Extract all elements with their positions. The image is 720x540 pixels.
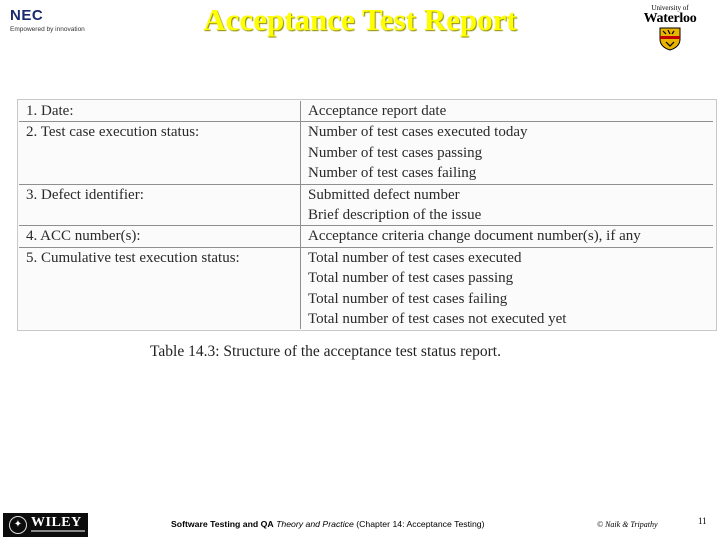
content-line: Number of test cases passing [308,144,483,161]
table-row [19,247,713,329]
field-cell: 5. Cumulative test execution status: [19,247,301,329]
wiley-emblem-icon: ✦ [9,516,27,534]
contents-cell [301,184,714,226]
content-line: Total number of test cases executed [308,249,522,266]
wiley-underline [31,530,85,532]
wiley-wordmark: WILEY [31,515,82,530]
field-cell: 2. Test case execution status: [19,122,301,184]
table-row [19,184,713,226]
waterloo-wordmark: Waterloo [643,11,697,26]
page-number: 11 [698,516,707,526]
table-caption: Table 14.3: Structure of the acceptance test status report. [150,343,501,360]
content-line: Brief description of the issue [308,207,482,224]
field-cell: 4. ACC number(s): [19,226,301,247]
content-line: Total number of test cases failing [308,290,508,307]
content-line: Submitted defect number [308,186,460,203]
field-cell: 1. Date: [19,101,301,122]
footer-book-italic: Theory and Practice [273,519,354,529]
nec-logo [10,8,85,33]
footer-book-title [171,519,485,529]
content-line: Total number of test cases passing [308,270,514,287]
content-line: Acceptance criteria change document number(s), if any [308,228,641,245]
table-row [19,101,713,122]
table-row [19,122,713,184]
content-line: Total number of test cases not executed yet [308,311,567,328]
contents-cell [301,101,714,122]
slide-title: Acceptance Test Report [203,2,517,37]
content-line: Acceptance report date [308,103,447,119]
table-row [19,226,713,247]
contents-cell [301,122,714,184]
acceptance-status-table [19,101,713,329]
footer-copyright: © Naik & Tripathy [597,520,658,529]
waterloo-logo [636,4,704,51]
waterloo-crest-icon [659,27,681,51]
footer-chapter: (Chapter 14: Acceptance Testing) [353,519,485,529]
nec-tagline: Empowered by innovation [10,26,85,33]
contents-cell [301,247,714,329]
content-line: Number of test cases failing [308,165,477,182]
field-cell: 3. Defect identifier: [19,184,301,226]
waterloo-university-of: University of [651,4,689,12]
content-line: Number of test cases executed today [308,124,528,141]
contents-cell [301,226,714,247]
footer-book-bold: Software Testing and QA [171,519,274,529]
nec-wordmark: NEC [10,7,44,24]
wiley-logo [3,513,88,537]
